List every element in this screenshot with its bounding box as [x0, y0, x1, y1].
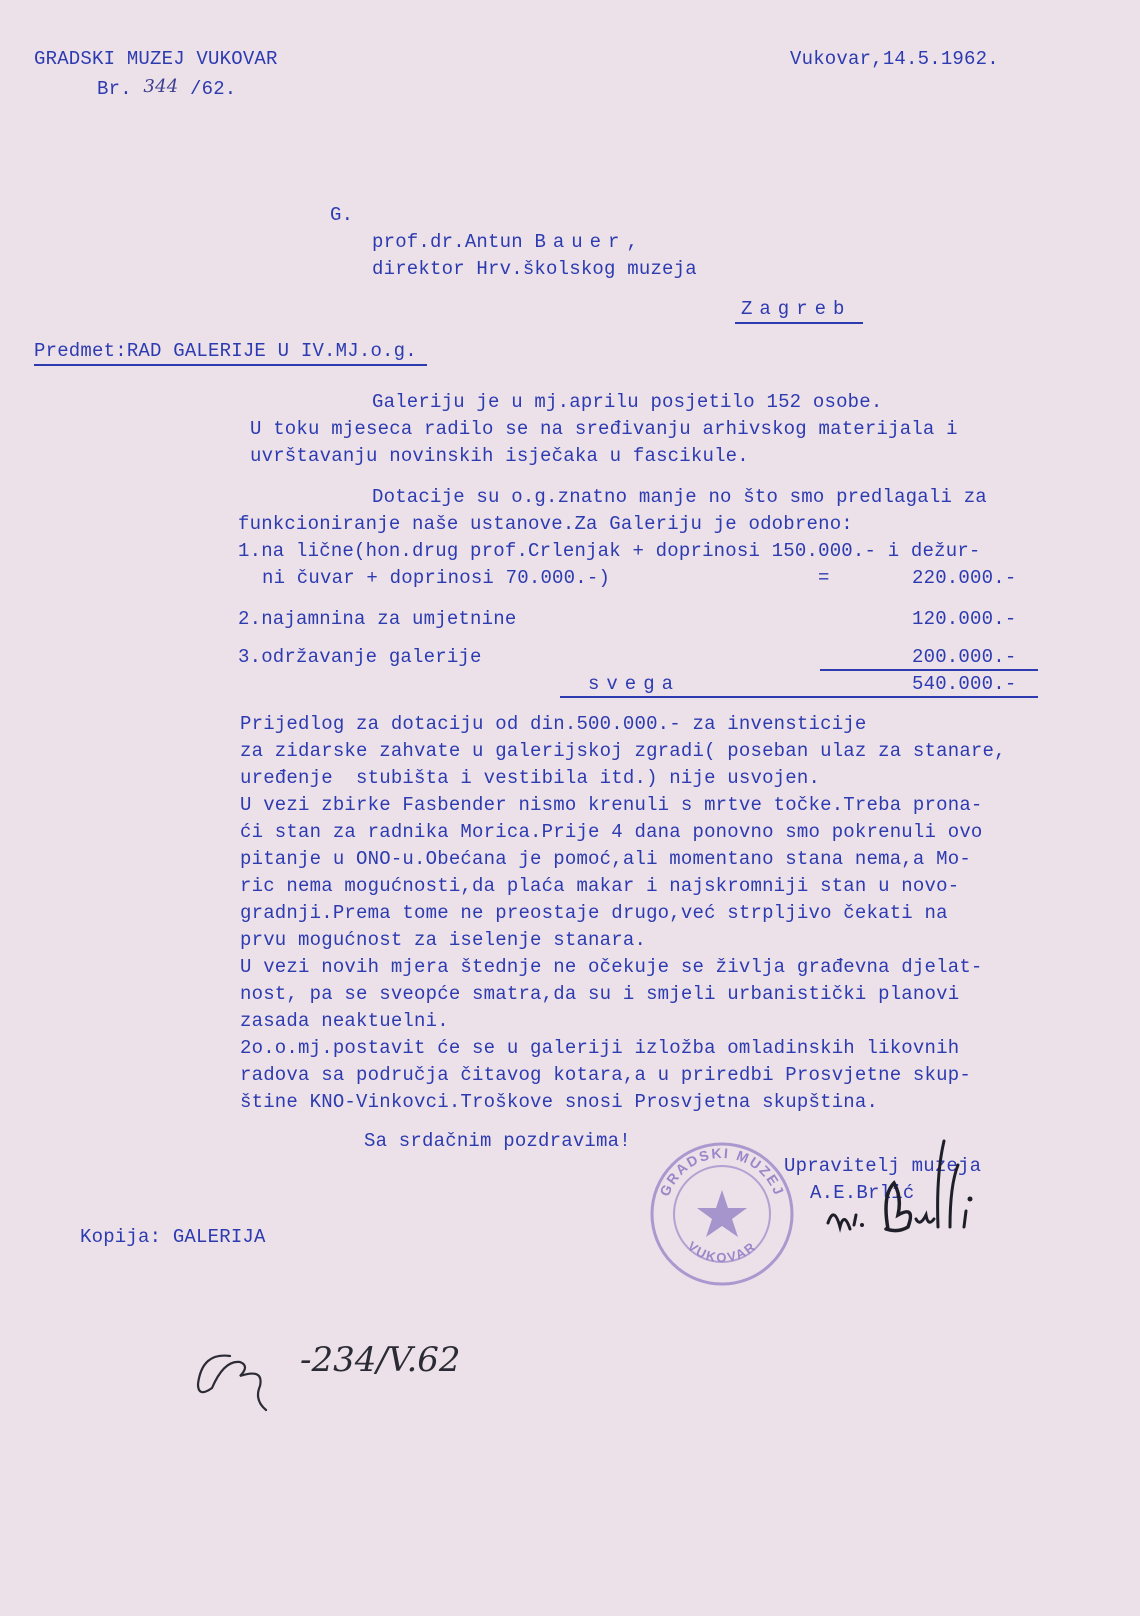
institution-name: GRADSKI MUZEJ VUKOVAR [34, 48, 278, 70]
signatory-role: Upravitelj muzeja [784, 1155, 982, 1177]
para3-line: ći stan za radnika Morica.Prije 4 dana ponovno smo pokrenuli ovo [240, 821, 983, 843]
budget-equals: = [818, 567, 830, 589]
budget-amount-1: 220.000.- [912, 567, 1017, 589]
para3-line: U vezi novih mjera štednje ne očekuje se življa građevna djelat- [240, 956, 983, 978]
ref-prefix: Br. [97, 78, 132, 100]
para3-line: nost, pa se sveopće smatra,da su i smjeli urbanistički planovi [240, 983, 960, 1005]
salutation: G. [330, 204, 354, 226]
stamp-text-top: GRADSKI MUZEJ [656, 1144, 788, 1199]
stamp-text-bottom: VUKOVAR [684, 1238, 760, 1266]
para2-line: ni čuvar + doprinosi 70.000.-) [262, 567, 611, 589]
total-label: svega [588, 673, 681, 695]
recipient-name-comma: , [626, 231, 639, 253]
copy-note: Kopija: GALERIJA [80, 1226, 266, 1248]
para3-line: pitanje u ONO-u.Obećana je pomoć,ali momentano stana nema,a Mo- [240, 848, 971, 870]
para3-line: za zidarske zahvate u galerijskoj zgradi( poseban ulaz za stanare, [240, 740, 1006, 762]
museum-stamp [648, 1140, 796, 1288]
para3-line: prvu mogućnost za iselenje stanara. [240, 929, 647, 951]
star-icon [697, 1190, 747, 1237]
budget-label-3: 3.održavanje galerije [238, 646, 482, 668]
reference-number [97, 76, 237, 100]
ref-number-handwritten: 344 [143, 76, 179, 97]
para3-line: zasada neaktuelni. [240, 1010, 449, 1032]
recipient-title: direktor Hrv.školskog muzeja [372, 258, 697, 280]
para2-line: Dotacije su o.g.znatno manje no što smo predlagali za [372, 486, 987, 508]
signatory-name: A.E.Brlić [810, 1182, 915, 1204]
place-date: Vukovar,14.5.1962. [790, 48, 999, 70]
closing: Sa srdačnim pozdravima! [364, 1130, 631, 1152]
total-amount: 540.000.- [912, 673, 1017, 695]
para3-line: ric nema mogućnosti,da plaća makar i najskromniji stan u novo- [240, 875, 960, 897]
subject-line: Predmet:RAD GALERIJE U IV.MJ.o.g. [34, 342, 427, 366]
para3-line: gradnji.Prema tome ne preostaje drugo,već strpljivo čekati na [240, 902, 948, 924]
ref-suffix: /62. [190, 78, 237, 100]
para2-line: 1.na lične(hon.drug prof.Crlenjak + doprinosi 150.000.- i dežur- [238, 540, 981, 562]
para2-line: funkcioniranje naše ustanove.Za Galeriju je odobreno: [238, 513, 853, 535]
para3-line: U vezi zbirke Fasbender nismo krenuli s mrtve točke.Treba prona- [240, 794, 983, 816]
signature-drawing [820, 1135, 1000, 1255]
para3-line: 2o.o.mj.postavit će se u galeriji izložba omladinskih likovnih [240, 1037, 960, 1059]
recipient-name [372, 233, 638, 252]
para1-line: U toku mjeseca radilo se na sređivanju arhivskog materijala i [250, 418, 958, 440]
handwritten-note: -234/V.62 [300, 1340, 461, 1380]
para3-line: uređenje stubišta i vestibila itd.) nije usvojen. [240, 767, 821, 789]
total-rule [560, 696, 1038, 698]
recipient-city: Zagreb [735, 300, 863, 324]
budget-amount-2: 120.000.- [912, 608, 1017, 630]
para1-line: uvrštavanju novinskih isječaka u fascikule. [250, 445, 749, 467]
svg-text:VUKOVAR [685, 1238, 760, 1265]
recipient-surname: Bauer [534, 231, 627, 253]
para1-line: Galeriju je u mj.aprilu posjetilo 152 osobe. [372, 391, 883, 413]
para3-line: štine KNO-Vinkovci.Troškove snosi Prosvjetna skupština. [240, 1091, 879, 1113]
budget-amount-3: 200.000.- [912, 646, 1017, 668]
sum-rule [820, 669, 1038, 671]
recipient-name-prefix: prof.dr.Antun [372, 231, 523, 253]
budget-label-2: 2.najamnina za umjetnine [238, 608, 517, 630]
para3-line: radova sa područja čitavog kotara,a u priredbi Prosvjetne skup- [240, 1064, 971, 1086]
para3-line: Prijedlog za dotaciju od din.500.000.- za invensticije [240, 713, 867, 735]
